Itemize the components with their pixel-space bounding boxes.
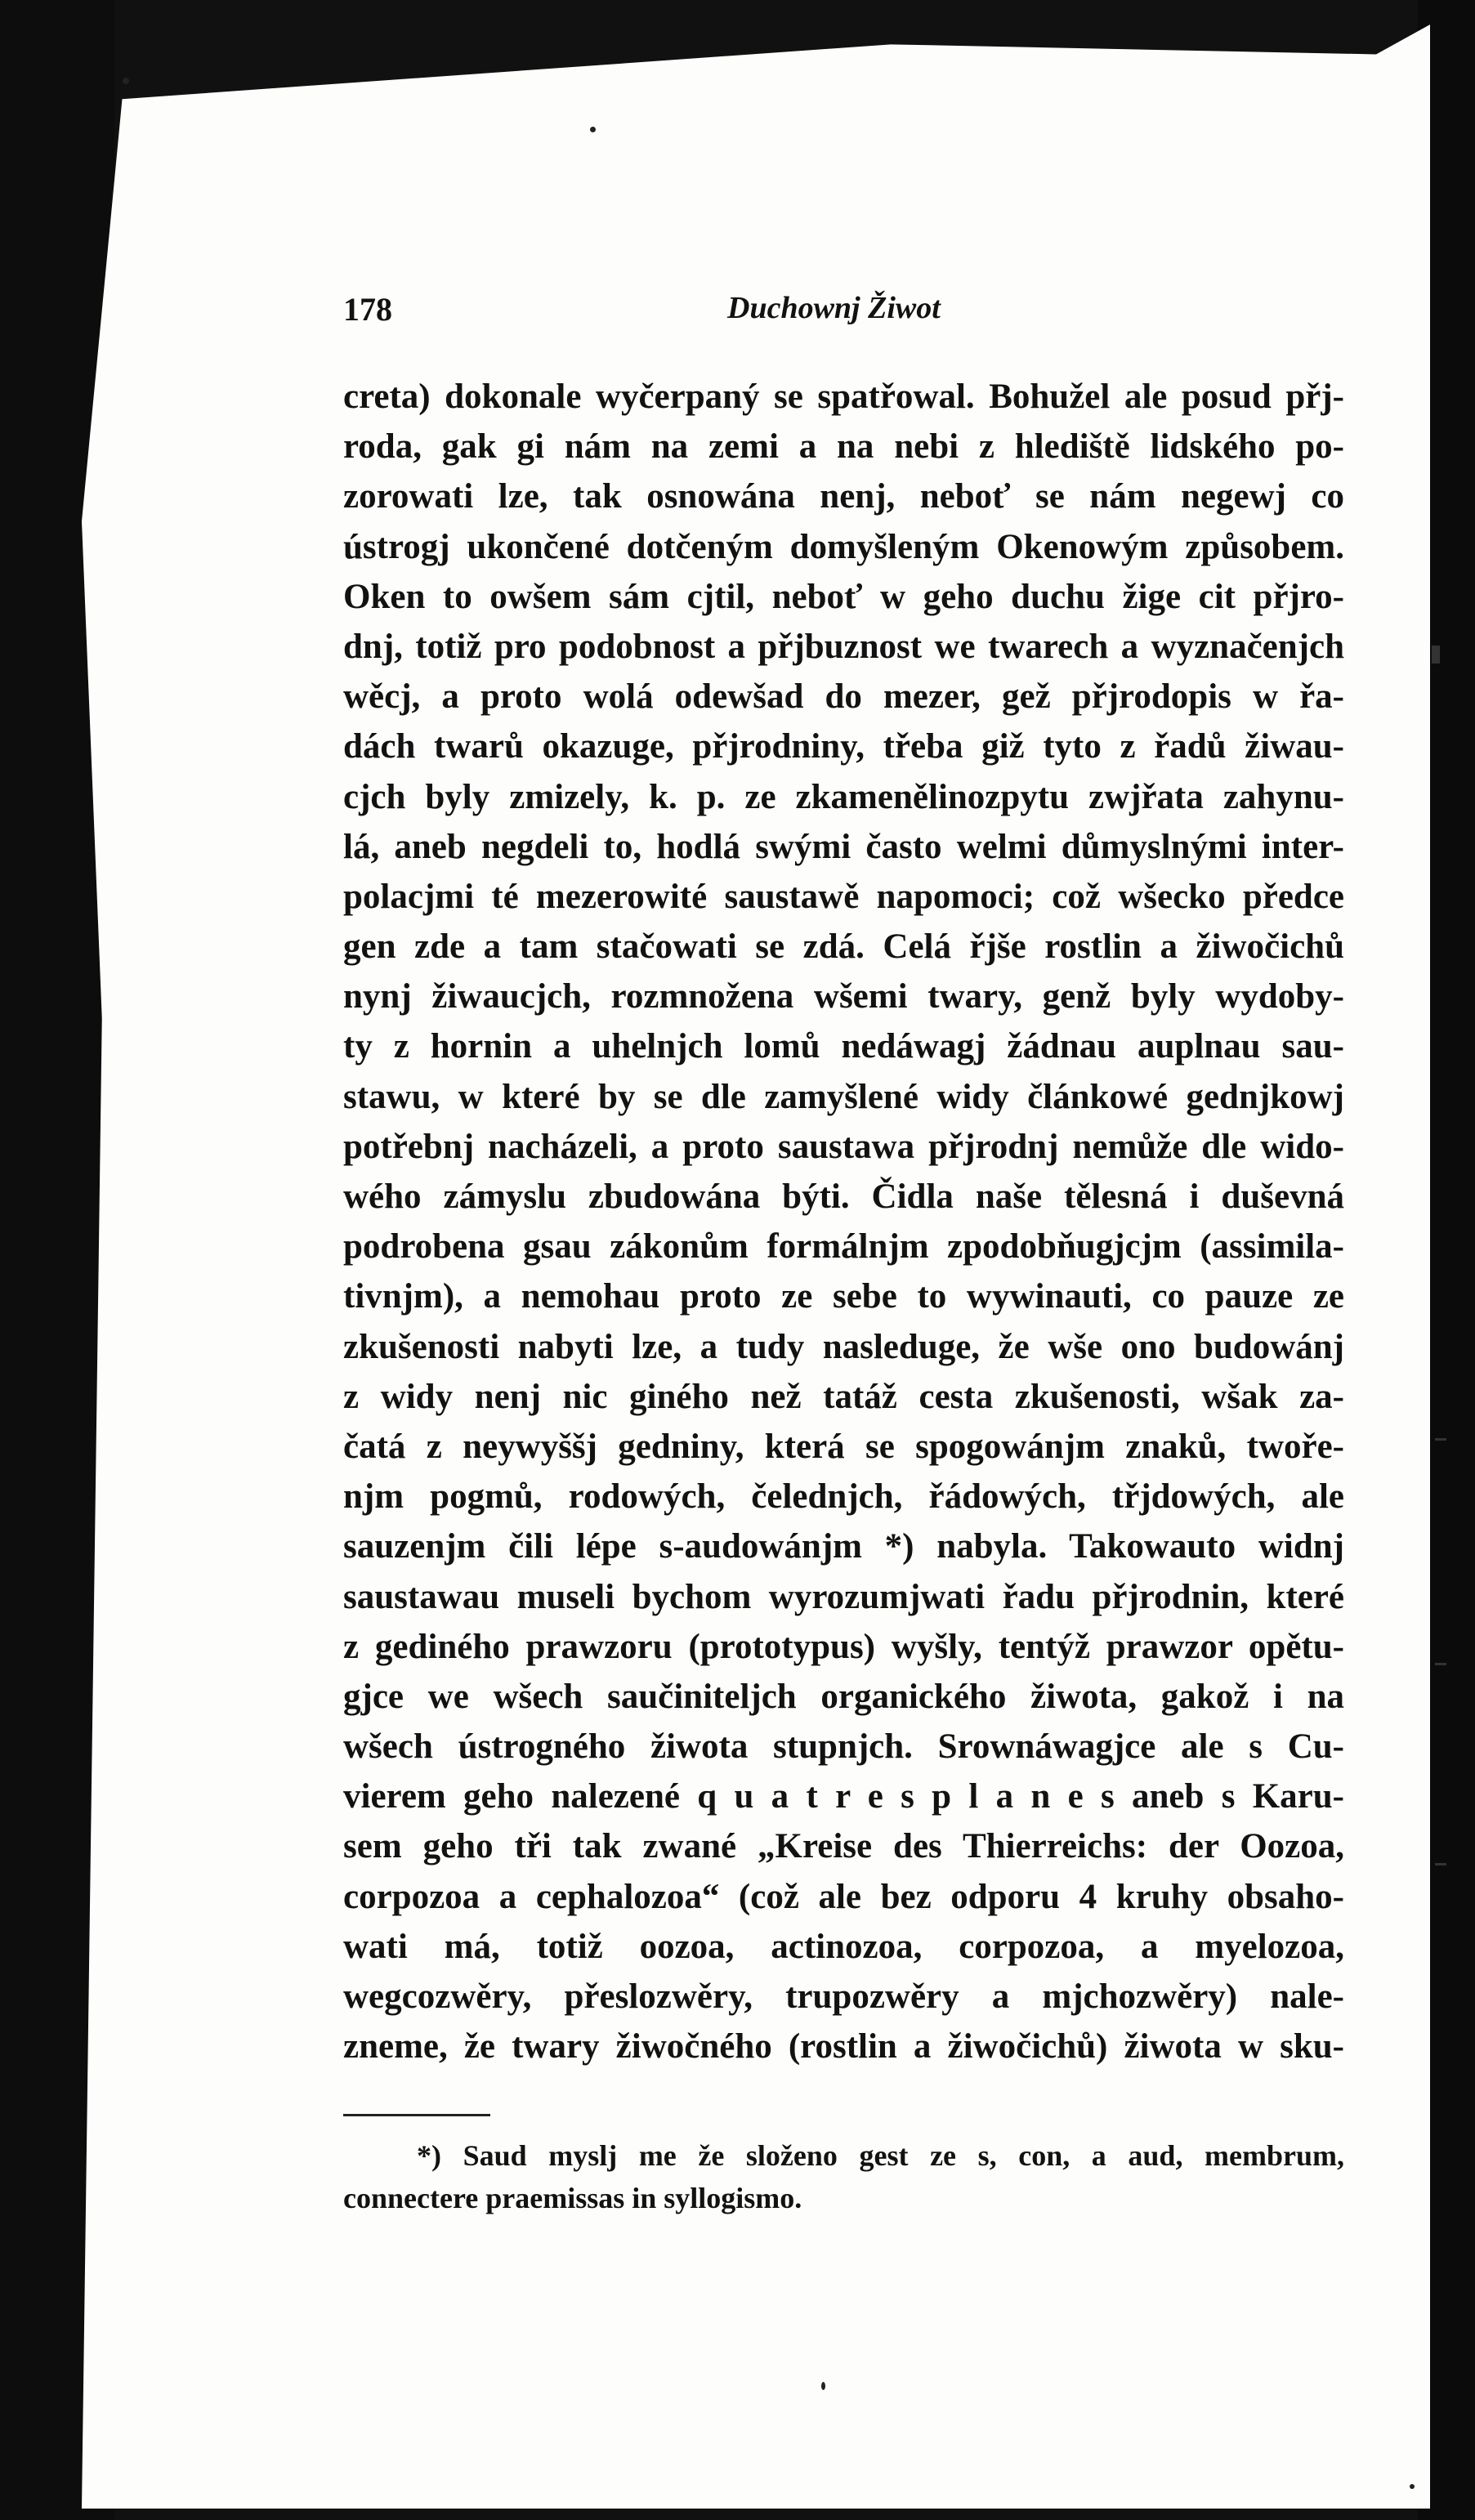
ink-speck <box>123 78 129 84</box>
body-line: ústrogj ukončené dotčeným domyšleným Okenowým způsobem. <box>343 527 1344 566</box>
body-line: zkušenosti nabyti lze, a tudy nasleduge, že wše ono budowánj <box>343 1327 1344 1366</box>
body-line: gen zde a tam stačowati se zdá. Celá řjše rostlin a žiwočichů <box>343 927 1344 967</box>
body-line: dách twarů okazuge, přjrodniny, třeba giž tyto z řadů žiwau- <box>343 727 1344 766</box>
margin-mark <box>1435 1663 1446 1665</box>
ink-speck <box>1410 2484 1415 2489</box>
ink-speck <box>590 127 596 132</box>
body-line: sem geho tři tak zwané „Kreise des Thierreichs: der Oozoa, <box>343 1827 1344 1866</box>
footnote-divider <box>343 2114 490 2116</box>
body-line: gjce we wšech saučiniteljch organického žiwota, gakož i na <box>343 1677 1344 1716</box>
ink-speck <box>821 2382 825 2390</box>
body-line: čatá z neywyššj gedniny, která se spogowánjm znaků, twoře- <box>343 1427 1344 1466</box>
body-line: creta) dokonale wyčerpaný se spatřowal. Bohužel ale posud přj- <box>343 378 1344 416</box>
body-line: wati má, totiž oozoa, actinozoa, corpozoa, a myelozoa, <box>343 1927 1344 1966</box>
body-line: wého zámyslu zbudowána býti. Čidla naše tělesná i duševná <box>343 1177 1344 1216</box>
margin-mark <box>1435 1863 1446 1865</box>
body-line: njm pogmů, rodowých, čelednjch, řádowých, třjdowých, ale <box>343 1477 1344 1517</box>
body-line: potřebnj nacházeli, a proto saustawa přjrodnj nemůže dle wido- <box>343 1127 1344 1166</box>
body-line: roda, gak gi nám na zemi a na nebi z hlediště lidského po- <box>343 427 1344 467</box>
footnote-line: *) Saud myslj me že složeno gest ze s, con, a aud, membrum, <box>417 2139 1344 2173</box>
page-number: 178 <box>343 291 392 328</box>
body-line: z widy nenj nic giného než tatáž cesta zkušenosti, wšak za- <box>343 1377 1344 1416</box>
running-title: Duchownj Žiwot <box>727 291 941 325</box>
body-line: polacjmi té mezerowité saustawě napomoci; což wšecko předce <box>343 877 1344 916</box>
body-line: wegcozwěry, přeslozwěry, trupozwěry a mjchozwěry) nale- <box>343 1977 1344 2016</box>
body-line: zneme, že twary žiwočného (rostlin a žiwočichů) žiwota w sku- <box>343 2027 1344 2066</box>
body-line: wěcj, a proto wolá odewšad do mezer, gež přjrodopis w řa- <box>343 677 1344 717</box>
margin-mark <box>1435 1438 1446 1441</box>
body-text <box>343 372 1344 2071</box>
body-line: Oken to owšem sám cjtil, neboť w geho duchu žige cit přjro- <box>343 577 1344 616</box>
body-line: saustawau museli bychom wyrozumjwati řadu přjrodnin, které <box>343 1577 1344 1616</box>
body-line: cjch byly zmizely, k. p. ze zkamenělinozpytu zwjřata zahynu- <box>343 777 1344 816</box>
text-block <box>343 290 1344 2219</box>
body-line: stawu, w které by se dle zamyšlené widy článkowé gednjkowj <box>343 1077 1344 1116</box>
body-line: vierem geho nalezené q u a t r e s p l a n e s aneb s Karu- <box>343 1777 1344 1816</box>
body-line: lá, aneb negdeli to, hodlá swými často welmi důmyslnými inter- <box>343 827 1344 866</box>
footnote-line: connectere praemissas in syllogismo. <box>343 2182 802 2215</box>
body-line: z gediného prawzoru (prototypus) wyšly, tentýž prawzor opětu- <box>343 1627 1344 1666</box>
body-line: tivnjm), a nemohau proto ze sebe to wywinauti, co pauze ze <box>343 1277 1344 1316</box>
body-line: corpozoa a cephalozoa“ (což ale bez odporu 4 kruhy obsaho- <box>343 1877 1344 1916</box>
body-line: dnj, totiž pro podobnost a přjbuznost we twarech a wyznačenjch <box>343 627 1344 666</box>
running-head <box>343 290 1344 339</box>
body-line: podrobena gsau zákonům formálnjm zpodobňugjcjm (assimila- <box>343 1227 1344 1267</box>
body-line: zorowati lze, tak osnowána nenj, neboť se nám negewj co <box>343 477 1344 516</box>
body-line: wšech ústrogného žiwota stupnjch. Srownáwagjce ale s Cu- <box>343 1727 1344 1767</box>
body-line: ty z hornin a uhelnjch lomů nedáwagj žádnau auplnau sau- <box>343 1027 1344 1066</box>
margin-mark <box>1432 646 1440 664</box>
body-line: nynj žiwaucjch, rozmnožena wšemi twary, genž byly wydoby- <box>343 977 1344 1016</box>
body-line: sauzenjm čili lépe s-audowánjm *) nabyla. Takowauto widnj <box>343 1527 1344 1566</box>
footnote <box>343 2134 1344 2219</box>
